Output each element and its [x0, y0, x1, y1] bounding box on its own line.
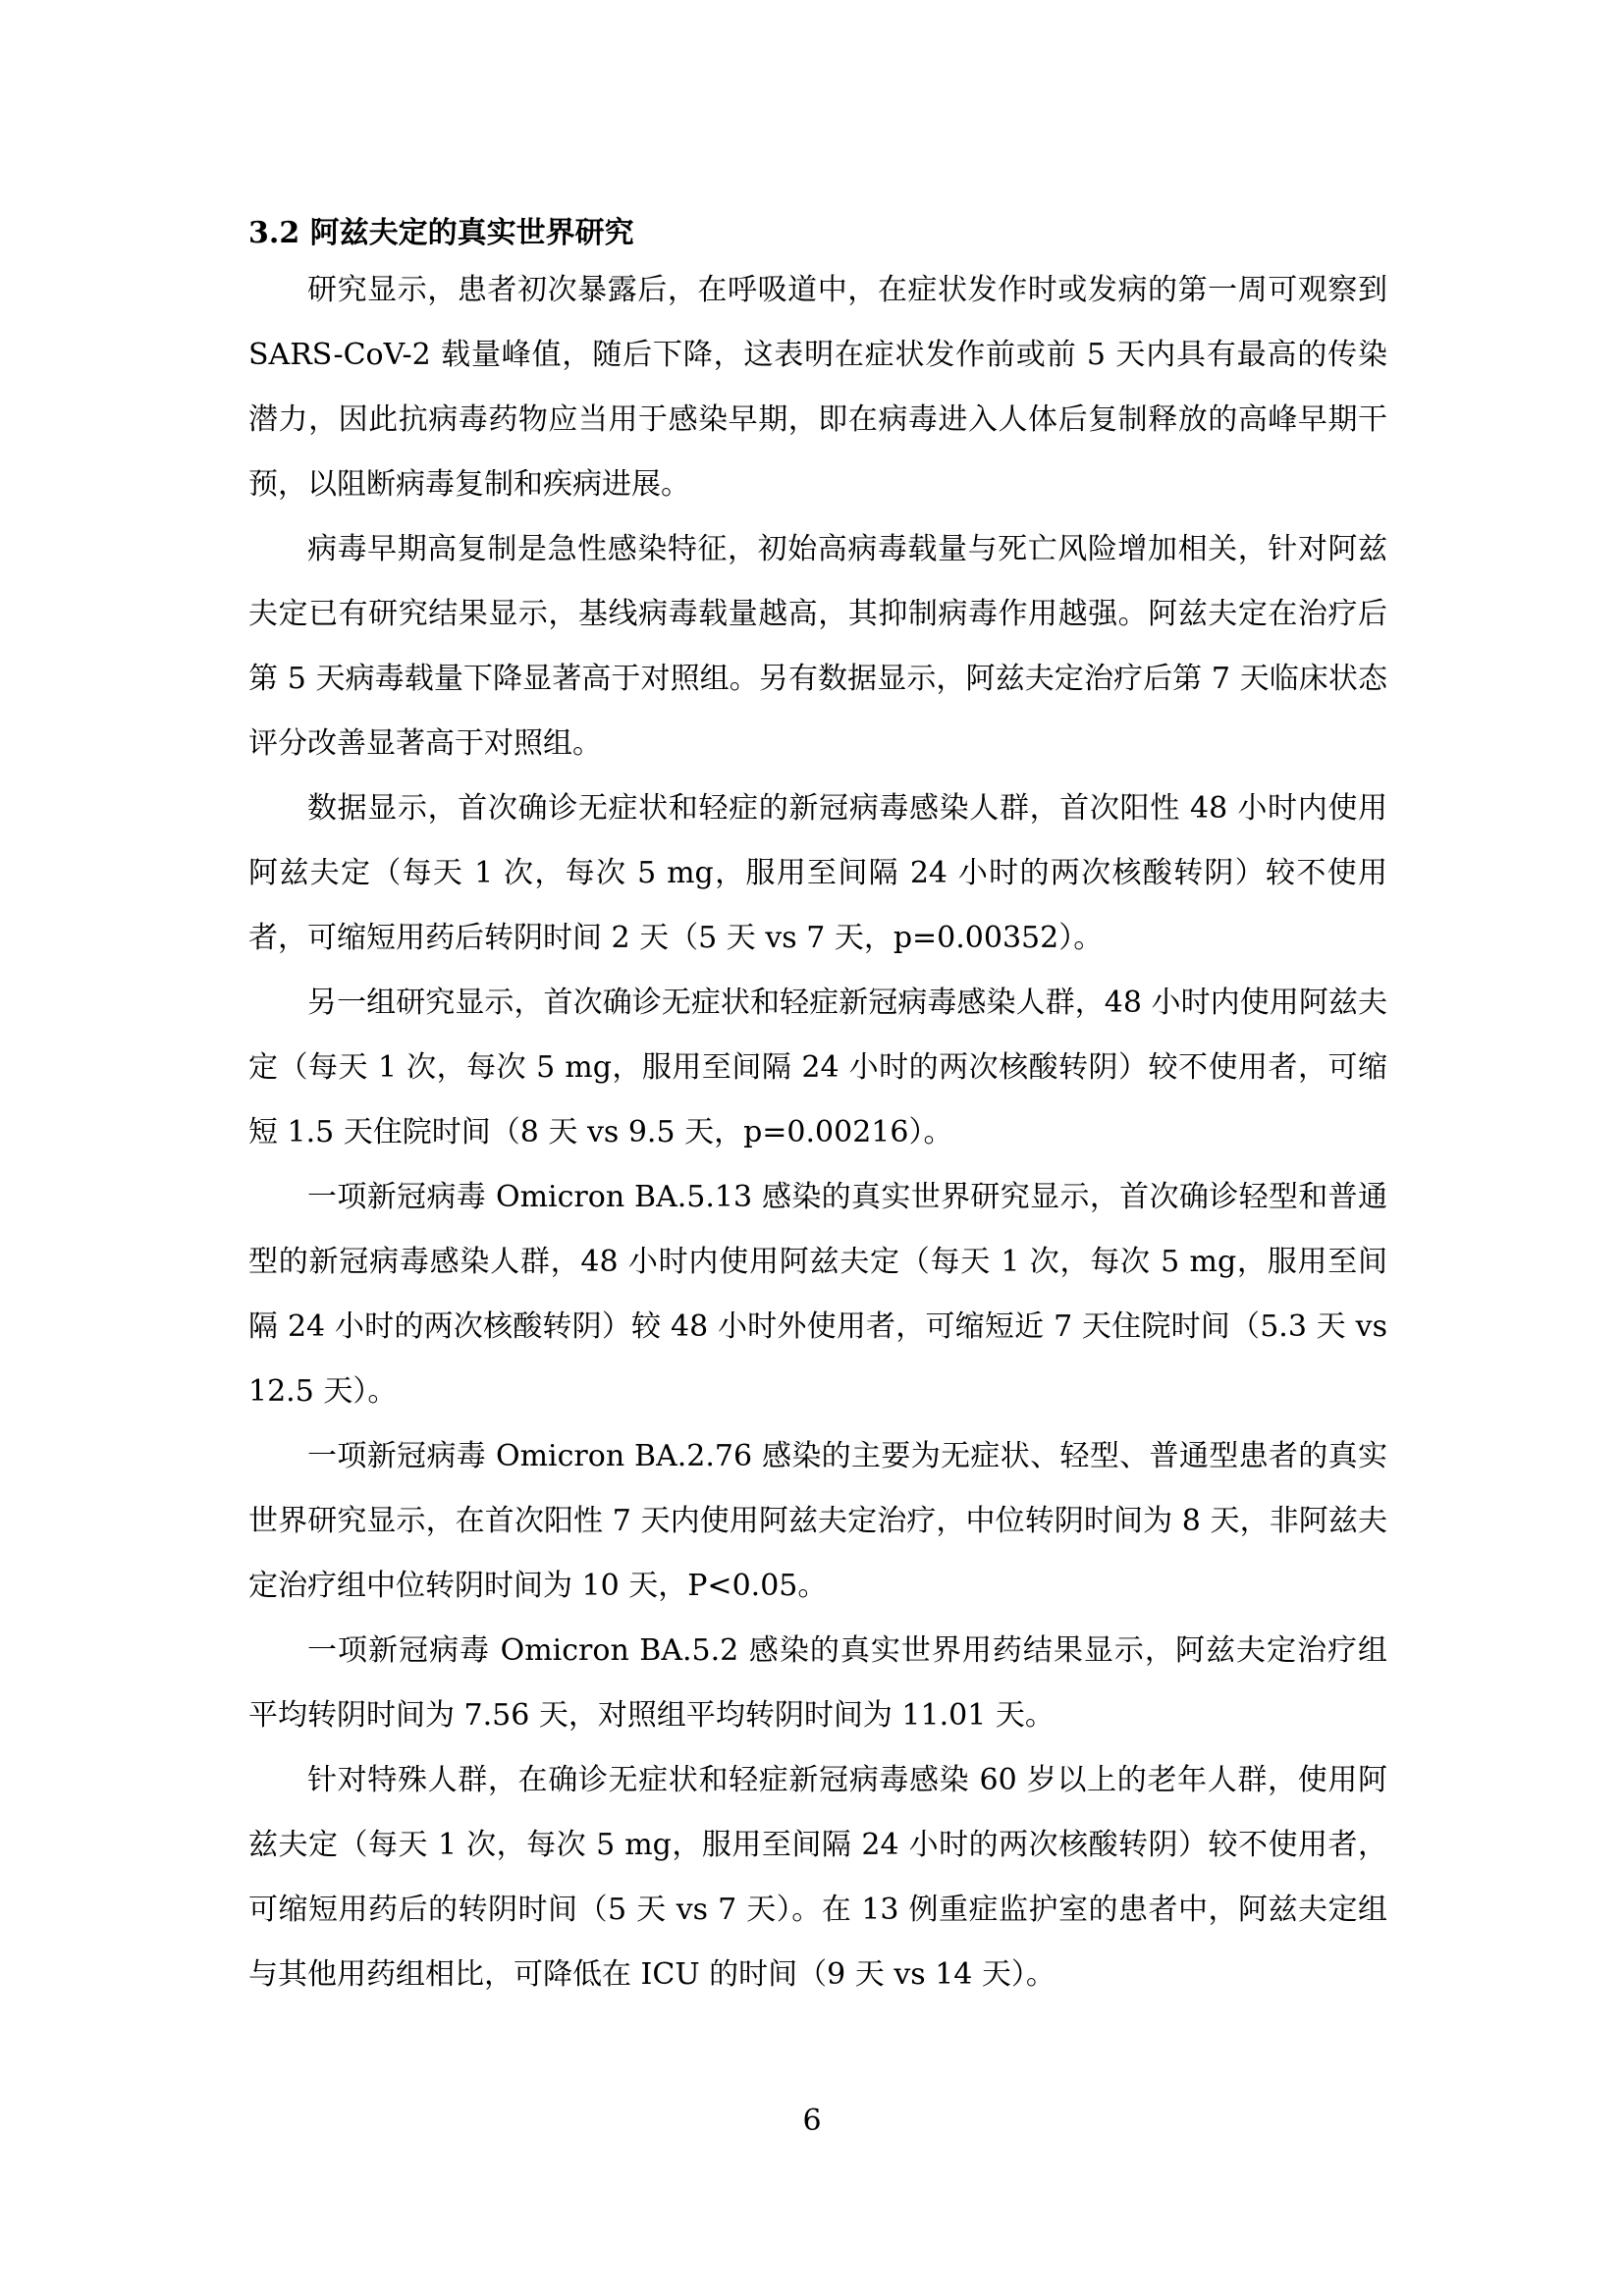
paragraph-early-replication: 病毒早期高复制是急性感染特征，初始高病毒载量与死亡风险增加相关，针对阿兹夫定已有研究结果显示，基线病毒载量越高，其抑制病毒作用越强。阿兹夫定在治疗后第 5 天病毒载量下降显著高于对照组。另有数据显示，阿兹夫定治疗后第 7 天临床状态评分改善显著高于对照组。 — [248, 532, 1387, 761]
section-heading: 3.2 阿兹夫定的真实世界研究 — [248, 216, 634, 250]
paragraph-omicron-ba2-76: 一项新冠病毒 Omicron BA.2.76 感染的主要为无症状、轻型、普通型患者的真实世界研究显示，在首次阳性 7 天内使用阿兹夫定治疗，中位转阴时间为 8 天，非阿兹夫定治疗组中位转阴时间为 10 天，P<0.05。 — [248, 1439, 1387, 1603]
page-number: 6 — [802, 2104, 822, 2138]
paragraph-omicron-ba5-13: 一项新冠病毒 Omicron BA.5.13 感染的真实世界研究显示，首次确诊轻型和普通型的新冠病毒感染人群，48 小时内使用阿兹夫定（每天 1 次，每次 5 mg，服用至间隔 24 小时的两次核酸转阴）较 48 小时外使用者，可缩短近 7 天住院时间（5.3 天 vs 12.5 天）。 — [248, 1180, 1387, 1409]
page-body — [248, 209, 1387, 2007]
paragraph-negative-conversion-48h: 数据显示，首次确诊无症状和轻症的新冠病毒感染人群，首次阳性 48 小时内使用阿兹夫定（每天 1 次，每次 5 mg，服用至间隔 24 小时的两次核酸转阴）较不使用者，可缩短用药后转阴时间 2 天（5 天 vs 7 天，p=0.00352）。 — [248, 791, 1387, 955]
paragraph-special-populations: 针对特殊人群，在确诊无症状和轻症新冠病毒感染 60 岁以上的老年人群，使用阿兹夫定（每天 1 次，每次 5 mg，服用至间隔 24 小时的两次核酸转阴）较不使用者，可缩短用药后的转阴时间（5 天 vs 7 天）。在 13 例重症监护室的患者中，阿兹夫定组与其他用药组相比，可降低在 ICU 的时间（9 天 vs 14 天）。 — [248, 1763, 1387, 1992]
paragraph-hospital-stay: 另一组研究显示，首次确诊无症状和轻症新冠病毒感染人群，48 小时内使用阿兹夫定（每天 1 次，每次 5 mg，服用至间隔 24 小时的两次核酸转阴）较不使用者，可缩短 1.5 天住院时间（8 天 vs 9.5 天，p=0.00216）。 — [248, 986, 1387, 1149]
paragraph-viral-load-peak: 研究显示，患者初次暴露后，在呼吸道中，在症状发作时或发病的第一周可观察到 SARS-CoV-2 载量峰值，随后下降，这表明在症状发作前或前 5 天内具有最高的传染潜力，因此抗病毒药物应当用于感染早期，即在病毒进入人体后复制释放的高峰早期干预，以阻断病毒复制和疾病进展。 — [248, 273, 1387, 502]
paragraph-omicron-ba5-2: 一项新冠病毒 Omicron BA.5.2 感染的真实世界用药结果显示，阿兹夫定治疗组平均转阴时间为 7.56 天，对照组平均转阴时间为 11.01 天。 — [248, 1633, 1387, 1733]
